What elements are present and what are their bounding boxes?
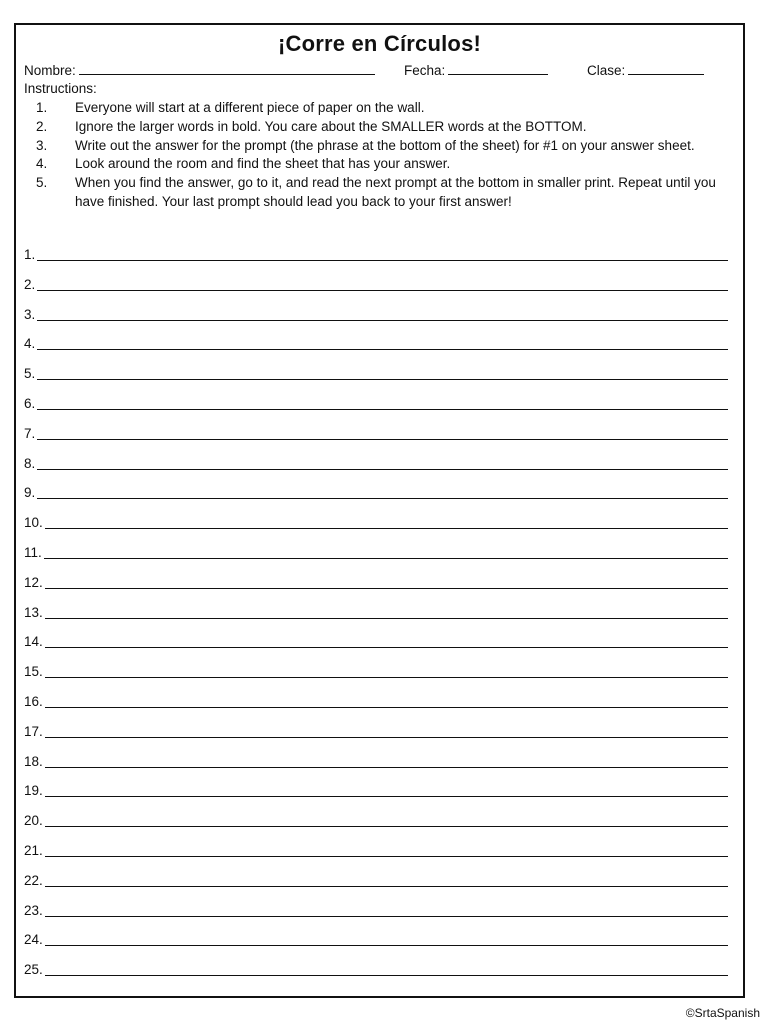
answer-blank[interactable]	[45, 754, 728, 768]
instruction-item	[24, 174, 744, 212]
answer-line[interactable]	[24, 426, 744, 456]
answer-blank[interactable]	[45, 664, 728, 678]
answer-line[interactable]	[24, 783, 744, 813]
answer-line-number: 18.	[24, 753, 43, 769]
answer-line[interactable]	[24, 932, 744, 962]
name-label: Nombre:	[24, 63, 76, 78]
answer-line-number: 22.	[24, 872, 43, 888]
answer-blank[interactable]	[45, 813, 728, 827]
answer-line[interactable]	[24, 456, 744, 486]
answer-blank[interactable]	[44, 545, 728, 559]
answer-line-number: 12.	[24, 574, 43, 590]
answer-line[interactable]	[24, 336, 744, 366]
answer-line-number: 10.	[24, 515, 43, 531]
instructions-list	[24, 99, 744, 212]
answer-lines-list	[24, 247, 744, 992]
answer-line-number: 7.	[24, 425, 36, 441]
class-field[interactable]	[587, 62, 704, 78]
instruction-text: Everyone will start at a different piece of paper on the wall.	[75, 100, 425, 115]
date-blank[interactable]	[448, 62, 548, 75]
class-label: Clase:	[587, 63, 626, 78]
answer-blank[interactable]	[37, 456, 728, 470]
answer-line-number: 15.	[24, 664, 43, 680]
answer-line[interactable]	[24, 843, 744, 873]
answer-blank[interactable]	[45, 843, 728, 857]
answer-line[interactable]	[24, 277, 744, 307]
answer-blank[interactable]	[45, 634, 728, 648]
answer-line-number: 25.	[24, 962, 43, 978]
instruction-text: Ignore the larger words in bold. You care about the SMALLER words at the BOTTOM.	[75, 118, 587, 134]
class-blank[interactable]	[628, 62, 704, 75]
answer-line-number: 20.	[24, 813, 43, 829]
name-field[interactable]	[24, 62, 375, 78]
answer-line-number: 24.	[24, 932, 43, 948]
answer-blank[interactable]	[37, 277, 728, 291]
answer-line-number: 23.	[24, 902, 43, 918]
instruction-item	[24, 99, 744, 118]
answer-line-number: 13.	[24, 604, 43, 620]
date-label: Fecha:	[404, 63, 446, 78]
worksheet-title: ¡Corre en Círculos!	[277, 31, 482, 56]
answer-blank[interactable]	[37, 366, 728, 380]
answer-line-number: 2.	[24, 276, 36, 292]
answer-blank[interactable]	[45, 962, 728, 976]
date-field[interactable]	[404, 62, 548, 78]
worksheet-frame	[14, 23, 745, 998]
answer-line[interactable]	[24, 366, 744, 396]
answer-line[interactable]	[24, 247, 744, 277]
answer-line[interactable]	[24, 813, 744, 843]
answer-line-number: 1.	[24, 247, 36, 262]
answer-line[interactable]	[24, 873, 744, 903]
answer-blank[interactable]	[45, 605, 728, 619]
answer-line-number: 21.	[24, 842, 43, 858]
instruction-item	[24, 155, 744, 174]
instruction-text: When you find the answer, go to it, and read the next prompt at the bottom in smaller print. Repeat until you have finished. Your last prompt should lead you back to your first answer!	[75, 175, 716, 209]
answer-blank[interactable]	[37, 485, 728, 499]
answer-line[interactable]	[24, 754, 744, 784]
answer-line[interactable]	[24, 605, 744, 635]
answer-line-number: 4.	[24, 336, 36, 352]
answer-line-number: 3.	[24, 306, 36, 322]
instruction-item	[24, 137, 744, 156]
copyright-notice: ©SrtaSpanish	[685, 1006, 760, 1020]
instruction-number: 3.	[36, 137, 48, 153]
answer-line-number: 14.	[24, 634, 43, 650]
answer-line[interactable]	[24, 634, 744, 664]
answer-blank[interactable]	[45, 575, 728, 589]
answer-line-number: 11.	[24, 544, 42, 560]
answer-line[interactable]	[24, 575, 744, 605]
instruction-number: 2.	[36, 118, 48, 134]
answer-blank[interactable]	[45, 724, 728, 738]
answer-blank[interactable]	[45, 903, 728, 917]
instruction-number: 1.	[36, 100, 48, 115]
instruction-item	[24, 118, 744, 137]
answer-line[interactable]	[24, 962, 744, 992]
answer-blank[interactable]	[37, 336, 728, 350]
answer-line-number: 9.	[24, 485, 36, 501]
answer-line[interactable]	[24, 664, 744, 694]
answer-line[interactable]	[24, 545, 744, 575]
instructions-label: Instructions:	[24, 81, 97, 96]
answer-line-number: 6.	[24, 395, 36, 411]
answer-line-number: 5.	[24, 366, 36, 382]
answer-line[interactable]	[24, 724, 744, 754]
answer-blank[interactable]	[45, 932, 728, 946]
answer-blank[interactable]	[37, 247, 728, 261]
answer-line-number: 8.	[24, 455, 36, 471]
answer-line[interactable]	[24, 485, 744, 515]
answer-blank[interactable]	[45, 783, 728, 797]
answer-line[interactable]	[24, 694, 744, 724]
answer-line[interactable]	[24, 903, 744, 933]
answer-blank[interactable]	[45, 694, 728, 708]
answer-line-number: 17.	[24, 723, 43, 739]
instruction-text: Look around the room and find the sheet that has your answer.	[75, 156, 451, 172]
name-blank[interactable]	[79, 62, 375, 75]
instruction-number: 5.	[36, 175, 48, 191]
answer-blank[interactable]	[45, 515, 728, 529]
answer-blank[interactable]	[37, 426, 728, 440]
answer-line[interactable]	[24, 307, 744, 337]
answer-blank[interactable]	[37, 396, 728, 410]
answer-blank[interactable]	[37, 307, 728, 321]
answer-line-number: 19.	[24, 783, 43, 799]
answer-blank[interactable]	[45, 873, 728, 887]
answer-line[interactable]	[24, 515, 744, 545]
answer-line-number: 16.	[24, 693, 43, 709]
instruction-number: 4.	[36, 156, 48, 172]
answer-line[interactable]	[24, 396, 744, 426]
instruction-text: Write out the answer for the prompt (the phrase at the bottom of the sheet) for #1 on your answer sheet.	[75, 137, 695, 153]
